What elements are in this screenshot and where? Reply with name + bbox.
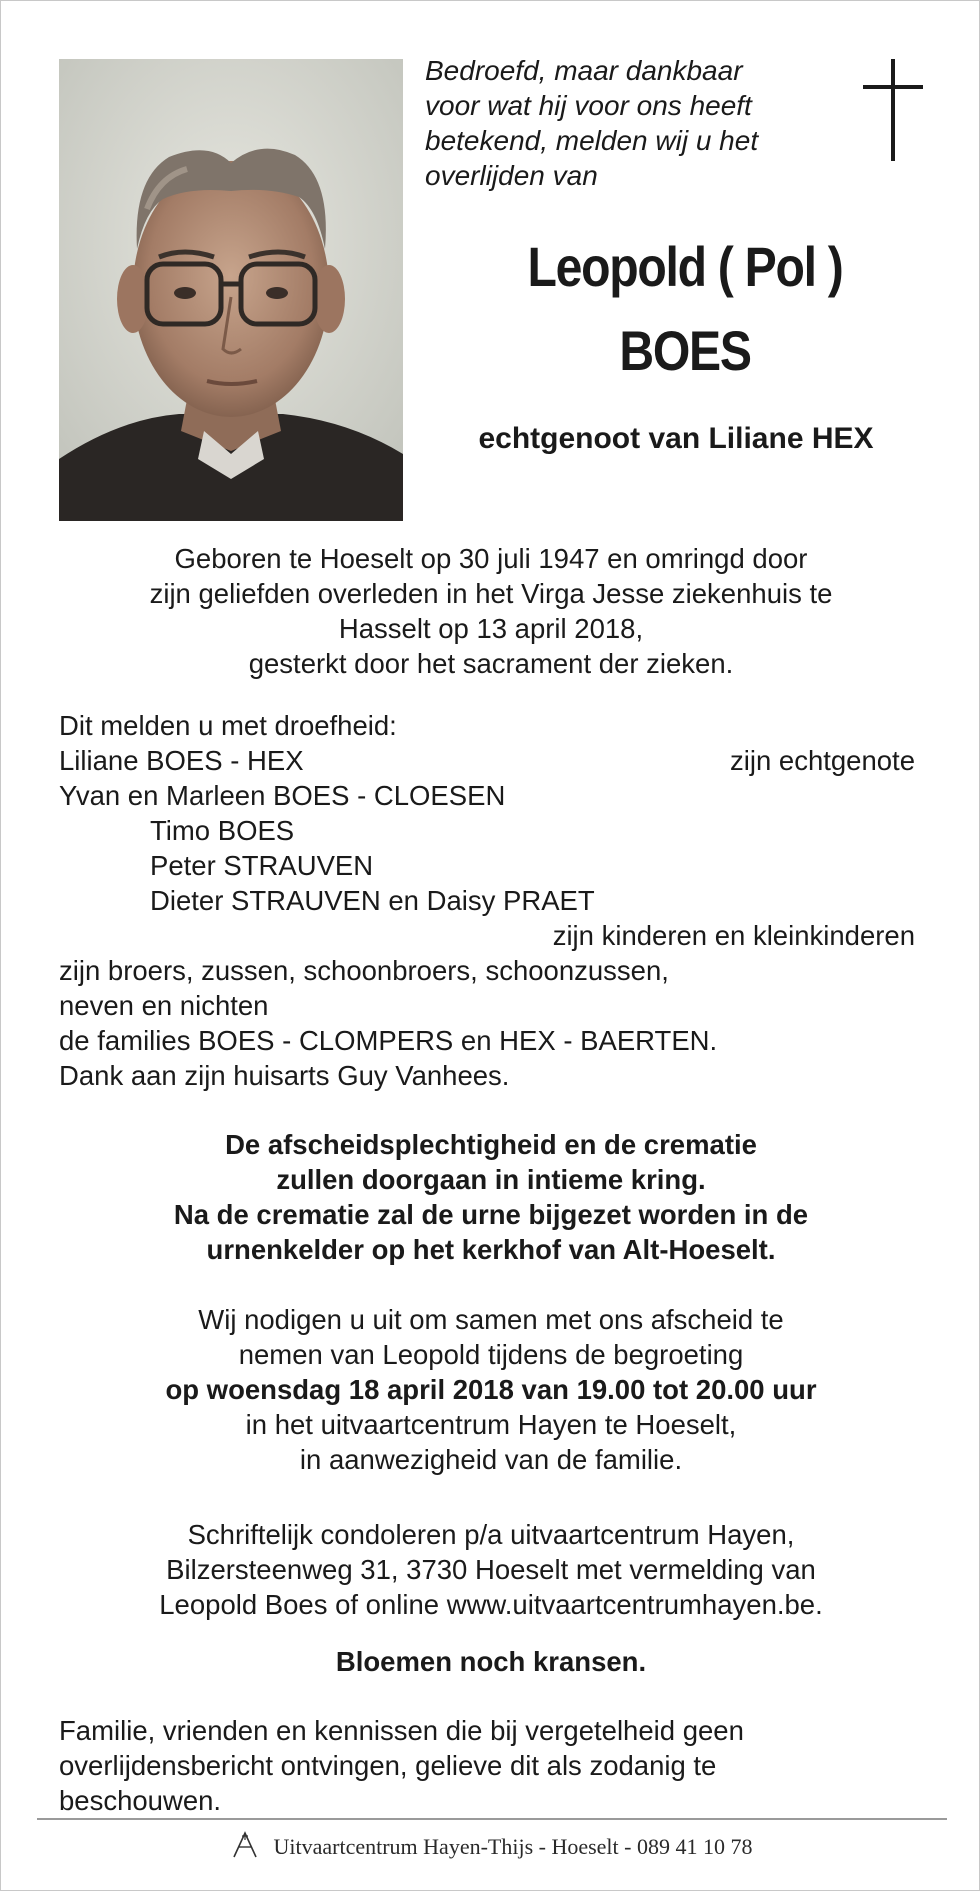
- footer-divider: [37, 1818, 947, 1820]
- paragraph-line: beschouwen.: [59, 1785, 222, 1816]
- paragraph-line: urnenkelder op het kerkhof van Alt-Hoeselt.: [206, 1234, 776, 1265]
- deceased-name: [461, 225, 908, 393]
- spouse-line: echtgenoot van Liliane HEX: [478, 422, 874, 455]
- paragraph-line: Hasselt op 13 april 2018,: [338, 613, 644, 644]
- relatives-line: de families BOES - CLOMPERS en HEX - BAERTEN.: [59, 1025, 718, 1056]
- children-role: zijn kinderen en kleinkinderen: [552, 920, 915, 951]
- paragraph-line: zullen doorgaan in intieme kring.: [276, 1164, 706, 1195]
- visitation-datetime: op woensdag 18 april 2018 van 19.00 tot 20.00 uur: [165, 1374, 817, 1405]
- spouse-role: zijn echtgenote: [730, 745, 915, 776]
- grandchild-name: Peter STRAUVEN: [150, 850, 374, 881]
- paragraph-line: gesterkt door het sacrament der zieken.: [248, 648, 734, 679]
- spouse-name: Liliane BOES - HEX: [59, 745, 304, 776]
- intro-text: [425, 53, 845, 193]
- spouse-row: [59, 743, 923, 778]
- portrait-image: [59, 59, 403, 521]
- condolence-paragraph: [59, 1517, 923, 1622]
- paragraph-line: Schriftelijk condoleren p/a uitvaartcentrum Hayen,: [187, 1519, 795, 1550]
- paragraph-line: De afscheidsplechtigheid en de crematie: [225, 1129, 757, 1160]
- relatives-line: neven en nichten: [59, 990, 269, 1021]
- deceased-name-first: Leopold ( Pol ): [527, 235, 843, 298]
- paragraph-line: Familie, vrienden en kennissen die bij vergetelheid geen: [59, 1715, 744, 1746]
- footer: [1, 1830, 980, 1862]
- closing-paragraph: [59, 1713, 923, 1818]
- paragraph-line: in aanwezigheid van de familie.: [299, 1444, 683, 1475]
- paragraph-line: overlijdensbericht ontvingen, gelieve dit als zodanig te: [59, 1750, 717, 1781]
- paragraph-line: nemen van Leopold tijdens de begroeting: [238, 1339, 744, 1370]
- intro-line: betekend, melden wij u het: [425, 125, 759, 156]
- paragraph-line: Wij nodigen u uit om samen met ons afscheid te: [198, 1304, 784, 1335]
- announcement-intro: Dit melden u met droefheid:: [59, 710, 397, 741]
- paragraph-line: in het uitvaartcentrum Hayen te Hoeselt,: [245, 1409, 737, 1440]
- ceremony-paragraph: [59, 1127, 923, 1267]
- intro-line: overlijden van: [425, 160, 598, 191]
- intro-line: Bedroefd, maar dankbaar: [425, 55, 743, 86]
- children-name: Yvan en Marleen BOES - CLOESEN: [59, 780, 506, 811]
- paragraph-line: Leopold Boes of online www.uitvaartcentrumhayen.be.: [159, 1589, 823, 1620]
- paragraph-line: Bilzersteenweg 31, 3730 Hoeselt met vermelding van: [166, 1554, 816, 1585]
- paragraph-line: Na de crematie zal de urne bijgezet worden in de: [173, 1199, 809, 1230]
- funeral-home-logo-icon: [230, 1830, 260, 1860]
- relatives-line: zijn broers, zussen, schoonbroers, schoonzussen,: [59, 955, 669, 986]
- grandchild-name: Timo BOES: [150, 815, 295, 846]
- family-announcement: [59, 708, 923, 1093]
- footer-text: Uitvaartcentrum Hayen-Thijs - Hoeselt - 089 41 10 78: [273, 1834, 753, 1859]
- portrait-photo: [59, 59, 403, 521]
- doctor-thanks: Dank aan zijn huisarts Guy Vanhees.: [59, 1060, 510, 1091]
- grandchild-name: Dieter STRAUVEN en Daisy PRAET: [150, 885, 595, 916]
- deceased-name-last: BOES: [619, 319, 751, 382]
- intro-line: voor wat hij voor ons heeft: [425, 90, 752, 121]
- birth-death-paragraph: [59, 541, 923, 681]
- paragraph-line: zijn geliefden overleden in het Virga Jesse ziekenhuis te: [149, 578, 833, 609]
- flowers-notice: Bloemen noch kransen.: [335, 1646, 647, 1677]
- cross-icon: [863, 59, 923, 161]
- paragraph-line: Geboren te Hoeselt op 30 juli 1947 en omringd door: [174, 543, 808, 574]
- visitation-paragraph: [59, 1302, 923, 1477]
